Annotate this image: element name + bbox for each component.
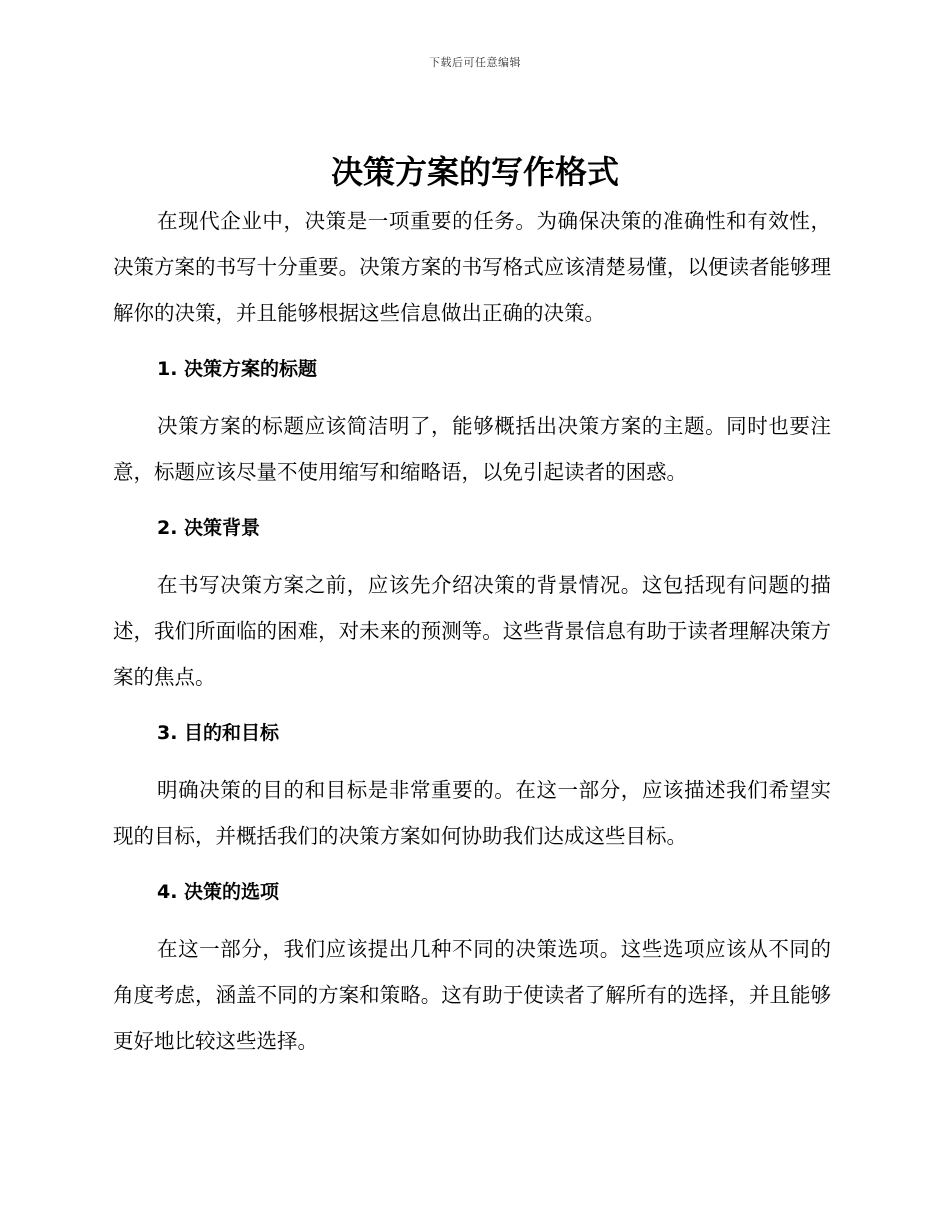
header-note: 下载后可任意编辑	[429, 56, 521, 69]
section-body-options: 在这一部分，我们应该提出几种不同的决策选项。这些选项应该从不同的角度考虑，涵盖不同的方案和策略。这有助于使读者了解所有的选择，并且能够更好地比较这些选择。	[113, 937, 831, 1053]
document-title: 决策方案的写作格式	[330, 153, 619, 191]
section-body-background: 在书写决策方案之前，应该先介绍决策的背景情况。这包括现有问题的描述，我们所面临的困难，对未来的预测等。这些背景信息有助于读者理解决策方案的焦点。	[113, 573, 831, 689]
section-heading-options: 4. 决策的选项	[157, 881, 280, 903]
section-heading-title: 1. 决策方案的标题	[157, 358, 318, 380]
section-body-goals: 明确决策的目的和目标是非常重要的。在这一部分，应该描述我们希望实现的目标，并概括我们的决策方案如何协助我们达成这些目标。	[113, 778, 831, 848]
intro-paragraph: 在现代企业中，决策是一项重要的任务。为确保决策的准确性和有效性，决策方案的书写十分重要。决策方案的书写格式应该清楚易懂，以便读者能够理解你的决策，并且能够根据这些信息做出正确的决策。	[113, 209, 831, 325]
section-heading-background: 2. 决策背景	[157, 517, 261, 539]
section-body-title: 决策方案的标题应该简洁明了，能够概括出决策方案的主题。同时也要注意，标题应该尽量不使用缩写和缩略语，以免引起读者的困惑。	[113, 414, 831, 484]
section-heading-goals: 3. 目的和目标	[157, 722, 280, 744]
